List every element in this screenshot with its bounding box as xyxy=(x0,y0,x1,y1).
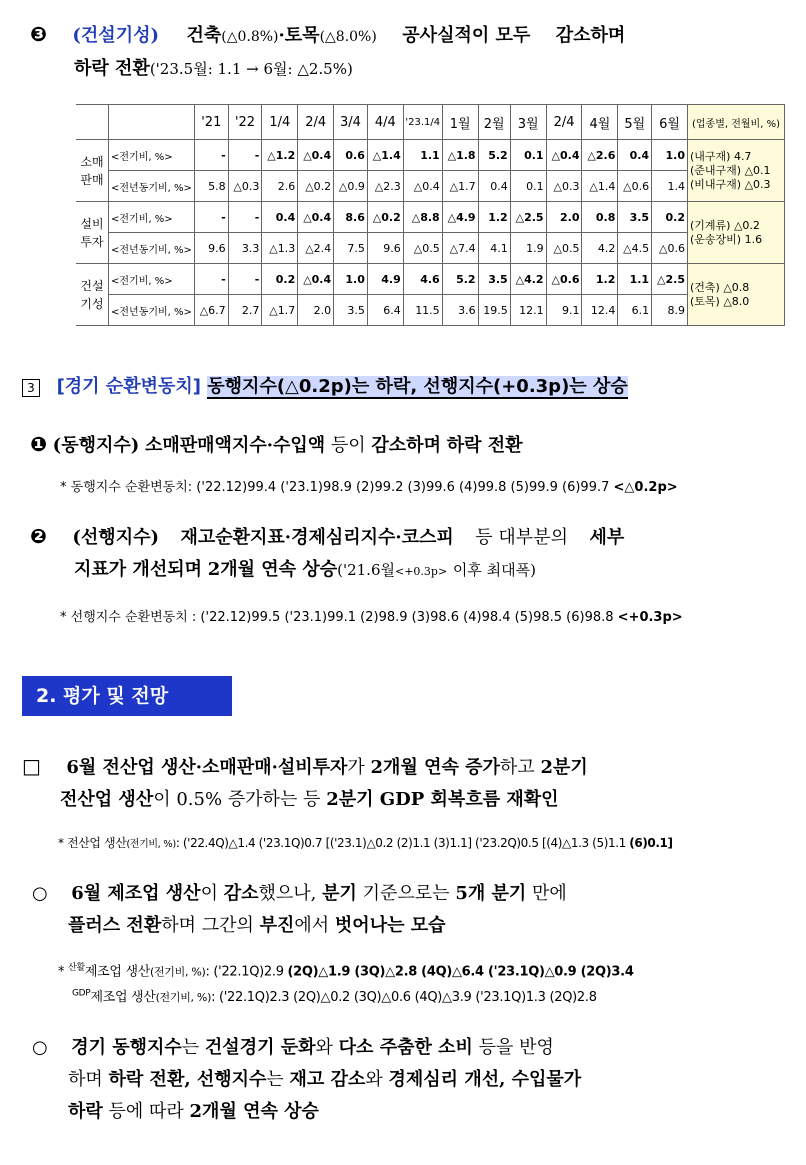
table-cell: 1.0 xyxy=(652,140,688,171)
table-cell: △7.4 xyxy=(442,233,478,264)
category-name-1: 설비 xyxy=(80,216,104,231)
table-cell: △0.3 xyxy=(546,171,582,202)
table-cell: △0.9 xyxy=(334,171,368,202)
table-cell: △1.2 xyxy=(262,140,298,171)
mfg-while: 하며 그간의 xyxy=(161,915,254,936)
col-header: 3월 xyxy=(510,105,546,140)
summary-particle: 가 xyxy=(347,757,365,778)
table-cell: △2.6 xyxy=(582,140,618,171)
mfg-note-1-first: : ('22.1Q)2.9 xyxy=(205,964,284,980)
square-bullet: □ xyxy=(22,754,41,778)
coincident-paragraph xyxy=(30,428,523,462)
table-cell: 2.0 xyxy=(298,295,334,326)
col-header: 2/4 xyxy=(298,105,334,140)
mfg-since: 만에 xyxy=(532,883,567,904)
category-cell xyxy=(76,140,109,202)
table-cell: 3.5 xyxy=(334,295,368,326)
breakdown-item: (준내구재) △0.1 xyxy=(689,163,771,177)
table-cell: △0.4 xyxy=(403,171,442,202)
circled-number-3: ❸ xyxy=(30,22,47,46)
table-cell: △2.5 xyxy=(510,202,546,233)
breakdown-item: (운송장비) 1.6 xyxy=(689,232,763,246)
mfg-note-2-label: 제조업 생산 xyxy=(90,990,156,1005)
col-header: 4월 xyxy=(582,105,618,140)
section-box-3: 3 xyxy=(22,379,40,397)
table-cell: 0.8 xyxy=(582,202,618,233)
outlook-inventory: 재고 감소 xyxy=(289,1069,366,1090)
outlook-and: 와 xyxy=(315,1037,333,1058)
table-cell: △0.4 xyxy=(298,140,334,171)
summary-note-values: : ('22.4Q)△1.4 ('23.1Q)0.7 [('23.1)△0.2 (2)1.1 (3)1.1] ('23.2Q)0.5 [(4)△1.3 (5)1.1 xyxy=(175,836,626,850)
table-cell: △0.5 xyxy=(403,233,442,264)
summary-note-label: * 전산업 생산 xyxy=(58,836,127,850)
row-label: <전기비, %> xyxy=(109,202,195,233)
summary-paragraph xyxy=(22,750,792,816)
category-cell xyxy=(76,202,109,264)
coincident-items: 소매판매액지수·수입액 xyxy=(145,435,326,456)
table-cell: 4.6 xyxy=(403,264,442,295)
table-cell: 8.9 xyxy=(652,295,688,326)
category-cell xyxy=(76,264,109,326)
col-header: '22 xyxy=(228,105,262,140)
mfg-but: 했으나, xyxy=(258,883,317,904)
breakdown-item: (내구재) 4.7 xyxy=(689,149,752,163)
col-header: 2/4 xyxy=(546,105,582,140)
table-row xyxy=(76,202,785,233)
summary-gdp: 2분기 GDP 회복흐름 재확인 xyxy=(326,789,559,810)
mfg-particle: 이 xyxy=(200,883,218,904)
table-cell: △0.6 xyxy=(618,171,652,202)
table-cell: △4.5 xyxy=(618,233,652,264)
leading-items: 재고순환지표·경제심리지수·코스피 xyxy=(180,527,454,548)
summary-q2: 2분기 xyxy=(540,757,588,778)
table-row xyxy=(76,233,785,264)
mfg-note-2 xyxy=(72,986,597,1005)
leading-detail: 세부 xyxy=(589,527,625,548)
mfg-note-2-values: : ('22.1Q)2.3 (2Q)△0.2 (3Q)△0.6 (4Q)△3.9 ('23.1Q)1.3 (2Q)2.8 xyxy=(211,990,597,1005)
category-name-1: 소매 xyxy=(80,154,104,169)
table-cell: 2.0 xyxy=(546,202,582,233)
table-cell: 2.7 xyxy=(228,295,262,326)
mfg-plus: 플러스 전환 xyxy=(68,915,162,936)
coincident-text: 등이 xyxy=(330,435,366,456)
col-header: 1/4 xyxy=(262,105,298,140)
table-cell: 4.2 xyxy=(582,233,618,264)
table-cell: 3.3 xyxy=(228,233,262,264)
outlook-and-2: 와 xyxy=(365,1069,383,1090)
circled-number-1: ❶ xyxy=(30,432,47,456)
table-cell: △1.7 xyxy=(262,295,298,326)
summary-increase: 2개월 연속 증가 xyxy=(370,757,500,778)
col-header: '21 xyxy=(194,105,228,140)
coincident-note-change: <△0.2p> xyxy=(613,480,678,495)
table-cell: 0.4 xyxy=(262,202,298,233)
cycle-title: 동행지수(△0.2p)는 하락, 선행지수(+0.3p)는 상승 xyxy=(207,376,628,397)
table-cell: 4.1 xyxy=(478,233,510,264)
table-cell: 11.5 xyxy=(403,295,442,326)
summary-rise: 이 0.5% 증가하는 등 xyxy=(153,789,321,810)
cycle-heading xyxy=(22,372,628,402)
table-cell: 3.5 xyxy=(618,202,652,233)
table-cell: - xyxy=(228,202,262,233)
table-cell: 12.4 xyxy=(582,295,618,326)
outlook-decline: 하락 xyxy=(68,1101,103,1122)
outlook-particle-2: 는 xyxy=(266,1069,284,1090)
table-cell: 0.4 xyxy=(478,171,510,202)
summary-note xyxy=(58,834,673,851)
summary-note-june: (6)0.1] xyxy=(629,836,673,850)
col-header: 2월 xyxy=(478,105,510,140)
summary-note-unit: (전기비, %) xyxy=(126,839,176,850)
table-cell: △1.7 xyxy=(442,171,478,202)
table-cell: 5.2 xyxy=(442,264,478,295)
coincident-note-text: * 동행지수 순환변동치: ('22.12)99.4 ('23.1)98.9 (2)99.2 (3)99.6 (4)99.8 (5)99.9 (6)99.7 xyxy=(60,480,610,495)
outlook-turn: 하락 전환, 선행지수 xyxy=(108,1069,267,1090)
mfg-note-1: * $^{산활}$제조업 생산(전기비, %): ('22.1Q)2.9 (2Q)△1.9 (3Q)△2.8 (4Q)△6.4 ('23.1Q)△0.9 (2Q)3.4 xyxy=(58,963,634,980)
coincident-note xyxy=(60,476,678,495)
circled-number-2: ❷ xyxy=(30,524,47,548)
table-cell: △0.4 xyxy=(298,202,334,233)
table-cell: △8.8 xyxy=(403,202,442,233)
table-cell: 5.2 xyxy=(478,140,510,171)
col-header: 3/4 xyxy=(334,105,368,140)
table-header-row xyxy=(76,105,785,140)
table-row xyxy=(76,140,785,171)
outlook-paragraph xyxy=(32,1032,792,1128)
mfg-note-1-unit: (전기비, %) xyxy=(149,965,206,979)
col-header: 5월 xyxy=(618,105,652,140)
mfg-note-2-unit: (전기비, %) xyxy=(155,991,212,1004)
outlook-rise: 2개월 연속 상승 xyxy=(189,1101,319,1122)
section-2-title: 2. 평가 및 전망 xyxy=(36,685,169,707)
table-cell: - xyxy=(194,202,228,233)
table-cell: - xyxy=(228,264,262,295)
mfg-note-2-sup: GDP xyxy=(72,988,91,999)
table-cell: 0.4 xyxy=(618,140,652,171)
outlook-due: 등에 따라 xyxy=(108,1101,184,1122)
table-cell: △4.9 xyxy=(442,202,478,233)
section-2-header xyxy=(22,676,232,716)
table-cell: 1.2 xyxy=(478,202,510,233)
row-label: <전년동기비, %> xyxy=(109,171,195,202)
col-header: 6월 xyxy=(652,105,688,140)
table-cell: 1.2 xyxy=(582,264,618,295)
table-cell: △0.4 xyxy=(546,140,582,171)
table-cell: 0.2 xyxy=(652,202,688,233)
outlook-reflect: 등을 반영 xyxy=(478,1037,554,1058)
table-cell: △0.2 xyxy=(298,171,334,202)
circle-bullet: ○ xyxy=(32,1037,48,1058)
table-cell: 1.9 xyxy=(510,233,546,264)
col-header: 1월 xyxy=(442,105,478,140)
table-cell: 1.1 xyxy=(618,264,652,295)
table-cell: 1.4 xyxy=(652,171,688,202)
mfg-quarter: 분기 xyxy=(322,883,357,904)
row-label: <전기비, %> xyxy=(109,140,195,171)
table-cell: 0.1 xyxy=(510,171,546,202)
mfg-slump: 부진 xyxy=(259,915,295,936)
mfg-escape: 벗어나는 모습 xyxy=(334,915,446,936)
mfg-decrease: 감소 xyxy=(223,883,259,904)
table-cell: △1.4 xyxy=(582,171,618,202)
table-row xyxy=(76,295,785,326)
table-cell: 8.6 xyxy=(334,202,368,233)
outlook-consumption: 다소 주춤한 소비 xyxy=(338,1037,473,1058)
leading-max: 이후 최대폭) xyxy=(452,561,536,579)
col-header: 4/4 xyxy=(367,105,403,140)
leading-text: 등 대부분의 xyxy=(475,527,568,548)
table-cell: - xyxy=(194,140,228,171)
table-cell: 6.1 xyxy=(618,295,652,326)
turn-down-text: 하락 전환 xyxy=(74,58,150,79)
row-label: <전기비, %> xyxy=(109,264,195,295)
table-cell: △1.4 xyxy=(367,140,403,171)
coincident-decrease: 감소하며 xyxy=(371,435,441,456)
category-name-2: 판매 xyxy=(80,172,104,187)
mfg-note-1-values: (2Q)△1.9 (3Q)△2.8 (4Q)△6.4 ('23.1Q)△0.9 (2Q)3.4 xyxy=(287,964,634,980)
table-cell: 7.5 xyxy=(334,233,368,264)
leading-since-value: <+0.3p> xyxy=(394,565,448,578)
category-name-2: 기성 xyxy=(80,296,104,311)
table-cell: 9.1 xyxy=(546,295,582,326)
manufacturing-paragraph xyxy=(32,878,792,942)
construction-decrease: 감소하며 xyxy=(555,25,626,46)
table-cell: 5.8 xyxy=(194,171,228,202)
table-cell: 6.4 xyxy=(367,295,403,326)
breakdown-item: (토목) △8.0 xyxy=(689,294,750,308)
breakdown-cell xyxy=(687,202,784,264)
breakdown-item: (건축) △0.8 xyxy=(689,280,750,294)
breakdown-item: (기계류) △0.2 xyxy=(689,218,760,232)
category-name-2: 투자 xyxy=(80,234,104,249)
coincident-tag: (동행지수) xyxy=(52,435,140,456)
table-cell: △1.8 xyxy=(442,140,478,171)
leading-rise: 2개월 연속 상승 xyxy=(207,559,338,580)
table-cell: 12.1 xyxy=(510,295,546,326)
leading-paragraph xyxy=(30,520,790,588)
outlook-sentiment: 경제심리 개선, 수입물가 xyxy=(388,1069,582,1090)
civil-value: (△8.0%) xyxy=(319,29,377,45)
construction-tag: (건설기성) xyxy=(72,25,159,46)
summary-subject: 6월 전산업 생산·소매판매·설비투자 xyxy=(66,757,348,778)
table-cell: △2.3 xyxy=(367,171,403,202)
col-header: '23.1/4 xyxy=(403,105,442,140)
breakdown-item: (비내구재) △0.3 xyxy=(689,177,771,191)
mfg-note-1-sup: 산활 xyxy=(68,963,85,973)
table-cell: 0.2 xyxy=(262,264,298,295)
summary-all-industry: 전산업 생산 xyxy=(60,789,154,810)
leading-improve: 지표가 개선되며 xyxy=(74,559,202,580)
circle-bullet: ○ xyxy=(32,883,48,904)
outlook-construction: 건설경기 둔화 xyxy=(204,1037,316,1058)
table-cell: △2.4 xyxy=(298,233,334,264)
summary-and: 하고 xyxy=(499,757,535,778)
table-cell: 1.1 xyxy=(403,140,442,171)
table-cell: △1.3 xyxy=(262,233,298,264)
leading-since: ('21.6월 xyxy=(337,561,395,579)
table-cell: △0.2 xyxy=(367,202,403,233)
col-header-unit: (업종별, 전월비, %) xyxy=(687,105,784,140)
coincident-turn: 하락 전환 xyxy=(446,435,523,456)
table-cell: 3.5 xyxy=(478,264,510,295)
table-row xyxy=(76,171,785,202)
table-row xyxy=(76,264,785,295)
table-cell: 9.6 xyxy=(367,233,403,264)
construction-text: 공사실적이 모두 xyxy=(402,25,531,46)
table-cell: 19.5 xyxy=(478,295,510,326)
table-cell: △0.5 xyxy=(546,233,582,264)
table-cell: 3.6 xyxy=(442,295,478,326)
table-cell: △6.7 xyxy=(194,295,228,326)
building-value: (△0.8%) xyxy=(221,29,279,45)
building-label: 건축 xyxy=(186,25,222,46)
table-cell: - xyxy=(228,140,262,171)
table-cell: △0.4 xyxy=(298,264,334,295)
table-cell: △0.6 xyxy=(546,264,582,295)
leading-note xyxy=(60,606,683,625)
table-cell: 0.1 xyxy=(510,140,546,171)
category-name-1: 건설 xyxy=(80,278,104,293)
leading-note-change: <+0.3p> xyxy=(617,610,683,625)
mfg-subject: 6월 제조업 생산 xyxy=(71,883,201,904)
outlook-while: 하며 xyxy=(68,1069,103,1090)
table-cell: △0.6 xyxy=(652,233,688,264)
table-cell: △4.2 xyxy=(510,264,546,295)
mfg-five-quarters: 5개 분기 xyxy=(455,883,527,904)
table-cell: △2.5 xyxy=(652,264,688,295)
breakdown-cell xyxy=(687,264,784,326)
outlook-subject: 경기 동행지수 xyxy=(71,1037,182,1058)
leading-tag: (선행지수) xyxy=(72,527,159,548)
outlook-particle: 는 xyxy=(181,1037,200,1058)
table-cell: 9.6 xyxy=(194,233,228,264)
civil-label: ·토목 xyxy=(278,25,320,46)
construction-change: ('23.5월: 1.1 → 6월: △2.5%) xyxy=(149,60,353,78)
table-cell: - xyxy=(194,264,228,295)
table-cell: 4.9 xyxy=(367,264,403,295)
table-cell: 2.6 xyxy=(262,171,298,202)
industry-table xyxy=(76,104,785,326)
table-cell: 1.0 xyxy=(334,264,368,295)
mfg-note-1-label: 제조업 생산 xyxy=(84,964,150,980)
construction-paragraph xyxy=(30,18,790,85)
table-cell: 0.6 xyxy=(334,140,368,171)
mfg-basis: 기준으로는 xyxy=(362,883,450,904)
breakdown-cell xyxy=(687,140,784,202)
leading-note-text: * 선행지수 순환변동치 : ('22.12)99.5 ('23.1)99.1 (2)98.9 (3)98.6 (4)98.4 (5)98.5 (6)98.8 xyxy=(60,610,614,625)
mfg-from: 에서 xyxy=(294,915,330,936)
cycle-tag: [경기 순환변동치] xyxy=(56,376,201,397)
row-label: <전년동기비, %> xyxy=(109,233,195,264)
row-label: <전년동기비, %> xyxy=(109,295,195,326)
table-cell: △0.3 xyxy=(228,171,262,202)
